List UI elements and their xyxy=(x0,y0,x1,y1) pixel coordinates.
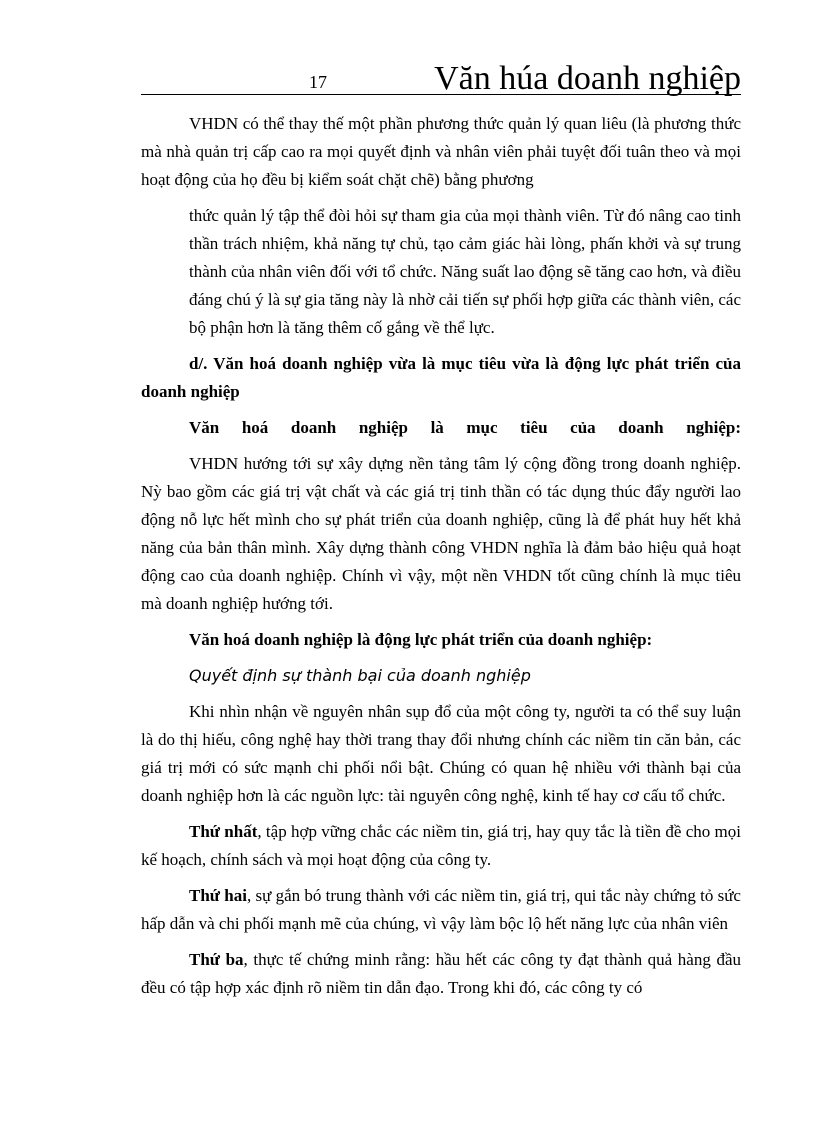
paragraph-third xyxy=(141,946,741,1002)
header-title: Văn húa doanh nghiệp xyxy=(434,60,741,97)
subheading-goal: Văn hoá doanh nghiệp là mục tiêu của doanh nghiệp: xyxy=(189,418,741,437)
third-label: Thứ ba xyxy=(189,950,244,969)
subheading-driver: Văn hoá doanh nghiệp là động lực phát triển của doanh nghiệp: xyxy=(189,630,653,649)
second-label: Thứ hai xyxy=(189,886,247,905)
page-header xyxy=(141,52,741,95)
first-text: , tập hợp vững chắc các niềm tin, giá trị, hay quy tắc là tiền đề cho mọi kế hoạch, chính sách và mọi hoạt động của công ty. xyxy=(141,822,741,869)
page-body xyxy=(141,110,741,1006)
paragraph-3: VHDN hướng tới sự xây dựng nền tảng tâm lý cộng đồng trong doanh nghiệp. Nỳ bao gồm các giá trị vật chất và các giá trị tinh thần có tác dụng thúc đẩy người lao động nỗ lực hết mình cho sự phát triển của doanh nghiệp, cũng là để phát huy hết khả năng của bản thân mình. Xây dựng thành công VHDN nghĩa là đảm bảo hiệu quả hoạt động cao của doanh nghiệp. Chính vì vậy, một nền VHDN tốt cũng chính là mục tiêu mà doanh nghiệp hướng tới. xyxy=(141,454,741,613)
first-label: Thứ nhất xyxy=(189,822,258,841)
paragraph-4: Khi nhìn nhận về nguyên nhân sụp đổ của một công ty, người ta có thể suy luận là do thị hiếu, công nghệ hay thời trang thay đổi nhưng chính các niềm tin căn bản, các giá trị mới có sức mạnh chi phối nổi bật. Chúng có quan hệ nhiều với thành bại của doanh nghiệp hơn là các nguồn lực: tài nguyên công nghệ, kinh tế hay cơ cấu tổ chức. xyxy=(141,702,741,805)
italic-subtitle xyxy=(141,662,741,690)
paragraph-first xyxy=(141,818,741,874)
paragraph-2: thức quản lý tập thể đòi hỏi sự tham gia của mọi thành viên. Từ đó nâng cao tinh thần trách nhiệm, khả năng tự chủ, tạo cảm giác hài lòng, phấn khởi và sự trung thành của nhân viên đối với tổ chức. Năng suất lao động sẽ tăng cao hơn, và điều đáng chú ý là sự gia tăng này là nhờ cải tiến sự phối hợp giữa các thành viên, các bộ phận hơn là tăng thêm cố gắng về thể lực. xyxy=(189,206,741,337)
section-heading-d: d/. Văn hoá doanh nghiệp vừa là mục tiêu vừa là động lực phát triển của doanh nghiệp xyxy=(141,354,741,401)
page-number: 17 xyxy=(309,72,327,92)
paragraph-second xyxy=(141,882,741,938)
paragraph-1: VHDN có thể thay thế một phần phương thức quản lý quan liêu (là phương thức mà nhà quản trị cấp cao ra mọi quyết định và nhân viên phải tuyệt đối tuân theo và mọi hoạt động của họ đều bị kiểm soát chặt chẽ) bằng phương xyxy=(141,114,741,189)
italic-subtitle-text: Quyết định sự thành bại của doanh nghiệp xyxy=(189,666,531,685)
third-text: , thực tế chứng minh rằng: hầu hết các công ty đạt thành quả hàng đầu đều có tập hợp xác định rõ niềm tin dẫn đạo. Trong khi đó, các công ty có xyxy=(141,950,741,997)
second-text: , sự gắn bó trung thành với các niềm tin, giá trị, qui tắc này chứng tỏ sức hấp dẫn và chi phối mạnh mẽ của chúng, vì vậy làm bộc lộ hết năng lực của nhân viên xyxy=(141,886,741,933)
